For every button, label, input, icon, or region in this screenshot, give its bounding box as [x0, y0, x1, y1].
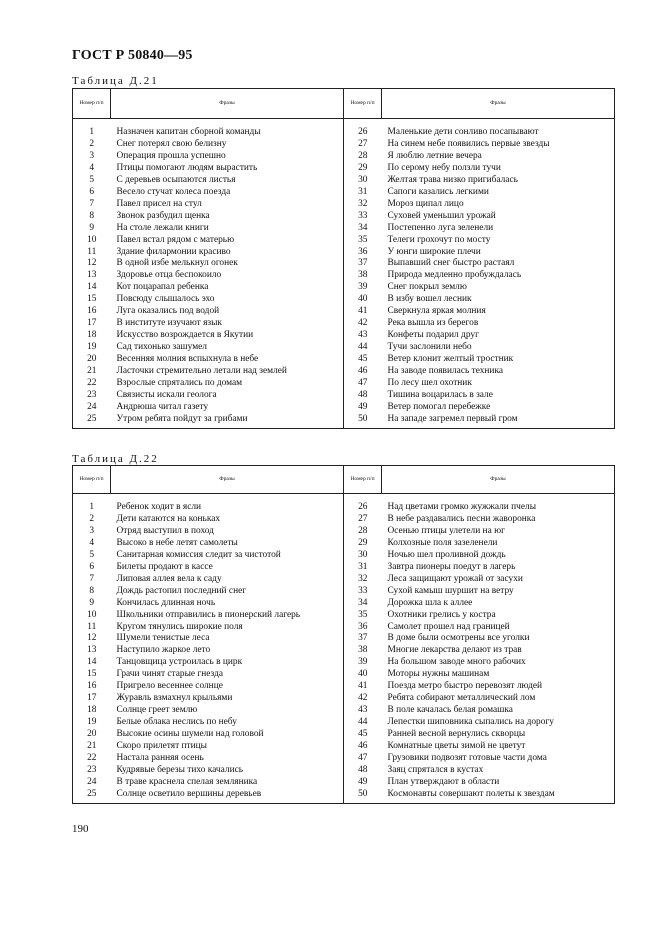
row-number: 48	[344, 765, 382, 777]
phrase-text: Настала ранняя осень	[116, 753, 204, 764]
phrase-text: Шумели тенистые леса	[116, 633, 210, 644]
row-number: 11	[73, 247, 111, 259]
column-header-number: Номер п/п	[344, 466, 382, 494]
row-number: 1	[73, 127, 111, 139]
row-number: 14	[73, 657, 111, 669]
phrase-text: Билеты продают в кассе	[116, 561, 213, 572]
table-row	[73, 645, 615, 657]
column-header-phrases: Фразы	[382, 89, 615, 119]
phrase-text: Павел встал рядом с матерью	[116, 234, 235, 245]
phrase-text: Кончилась длинная ночь	[116, 597, 216, 608]
row-number: 24	[73, 402, 111, 414]
row-number: 37	[344, 633, 382, 645]
phrase-text: Сапоги казались легкими	[382, 187, 615, 199]
row-number: 34	[344, 598, 382, 610]
row-number: 2	[73, 139, 111, 151]
phrase-text: Пригрело весеннее солнце	[116, 681, 223, 692]
table-spacer-row	[73, 494, 615, 503]
phrase-text: Леса защищают урожай от засухи	[382, 574, 615, 586]
phrase-text: Высоко в небе летят самолеты	[116, 537, 238, 548]
phrase-text: Взрослые спрятались по домам	[116, 378, 243, 389]
row-number: 45	[344, 354, 382, 366]
phrase-text: Природа медленно пробуждалась	[382, 270, 615, 282]
row-number: 41	[344, 306, 382, 318]
row-number: 21	[73, 741, 111, 753]
table-row	[73, 342, 615, 354]
row-number: 49	[344, 777, 382, 789]
row-number: 6	[73, 187, 111, 199]
row-number: 35	[344, 235, 382, 247]
phrase-text: На западе загремел первый гром	[382, 414, 615, 428]
column-header-number: Номер п/п	[344, 89, 382, 119]
column-header-number: Номер п/п	[73, 466, 111, 494]
phrase-text: Колхозные поля зазеленели	[382, 538, 615, 550]
phrase-text: Осенью птицы улетели на юг	[382, 526, 615, 538]
phrase-text: Здоровье отца беспокоило	[116, 270, 222, 281]
phrase-text: Весенняя молния вспыхнула в небе	[116, 354, 259, 365]
row-number: 41	[344, 681, 382, 693]
row-number: 17	[73, 693, 111, 705]
row-number: 21	[73, 366, 111, 378]
table-row	[73, 175, 615, 187]
row-number: 43	[344, 330, 382, 342]
table-row	[73, 586, 615, 598]
table-row	[73, 163, 615, 175]
table-row	[73, 139, 615, 151]
phrase-text: Грачи чинят старые гнезда	[116, 669, 224, 680]
row-number: 6	[73, 562, 111, 574]
row-number: 18	[73, 705, 111, 717]
phrase-text: Санитарная комиссия следит за чистотой	[116, 549, 281, 560]
row-number: 15	[73, 294, 111, 306]
row-number: 20	[73, 729, 111, 741]
row-number: 8	[73, 211, 111, 223]
phrase-text: Звонок разбудил щенка	[116, 210, 210, 221]
table-row	[73, 187, 615, 199]
table-row	[73, 622, 615, 634]
table-row	[73, 562, 615, 574]
phrase-text: Лепестки шиповника сыпались на дорогу	[382, 717, 615, 729]
row-number: 10	[73, 235, 111, 247]
row-number: 30	[344, 175, 382, 187]
row-number: 1	[73, 502, 111, 514]
phrase-text: Кругом тянулись широкие поля	[116, 621, 243, 632]
row-number: 33	[344, 211, 382, 223]
row-number: 5	[73, 175, 111, 187]
row-number: 7	[73, 199, 111, 211]
phrase-text: В избу вошел лесник	[382, 294, 615, 306]
row-number: 47	[344, 753, 382, 765]
table-row	[73, 211, 615, 223]
row-number: 48	[344, 390, 382, 402]
row-number: 38	[344, 645, 382, 657]
phrase-text: В небе раздавались песни жаворонка	[382, 514, 615, 526]
table-row	[73, 199, 615, 211]
table-caption: Таблица Д.22	[72, 453, 159, 465]
row-number: 22	[73, 378, 111, 390]
phrase-text: Над цветами громко жужжали пчелы	[382, 502, 615, 514]
table-row	[73, 390, 615, 402]
table-row	[73, 514, 615, 526]
phrase-text: Заяц спрятался в кустах	[382, 765, 615, 777]
phrase-text: На заводе появилась техника	[382, 366, 615, 378]
table-row	[73, 354, 615, 366]
table-row	[73, 538, 615, 550]
phrase-text: Моторы нужны машинам	[382, 669, 615, 681]
phrase-table	[72, 465, 615, 804]
phrase-text: План утверждают в области	[382, 777, 615, 789]
phrase-text: Ночью шел проливной дождь	[382, 550, 615, 562]
row-number: 12	[73, 633, 111, 645]
phrase-text: Тишина воцарилась в зале	[382, 390, 615, 402]
table-caption: Таблица Д.21	[72, 75, 159, 87]
row-number: 35	[344, 610, 382, 622]
phrase-text: Охотники грелись у костра	[382, 610, 615, 622]
phrase-text: Весело стучат колеса поезда	[116, 186, 231, 197]
table-row	[73, 366, 615, 378]
row-number: 7	[73, 574, 111, 586]
row-number: 24	[73, 777, 111, 789]
row-number: 37	[344, 258, 382, 270]
phrase-text: Телеги грохочут по мосту	[382, 235, 615, 247]
row-number: 5	[73, 550, 111, 562]
row-number: 23	[73, 390, 111, 402]
table-row	[73, 574, 615, 586]
table-row	[73, 526, 615, 538]
row-number: 33	[344, 586, 382, 598]
table-row	[73, 151, 615, 163]
row-number: 26	[344, 502, 382, 514]
row-number: 44	[344, 342, 382, 354]
row-number: 45	[344, 729, 382, 741]
phrase-text: Ветер клонит желтый тростник	[382, 354, 615, 366]
phrase-text: Журавль взмахнул крыльями	[116, 693, 233, 704]
row-number: 46	[344, 366, 382, 378]
phrase-text: Конфеты подарил друг	[382, 330, 615, 342]
page-number: 190	[72, 823, 89, 835]
phrase-text: В институте изучают язык	[116, 318, 222, 329]
column-header-phrases: Фразы	[111, 89, 344, 119]
table-row	[73, 753, 615, 765]
phrase-text: Дорожка шла к аллее	[382, 598, 615, 610]
table-row	[73, 378, 615, 390]
phrase-text: Солнце греет землю	[116, 705, 198, 716]
phrase-text: С деревьев осыпаются листья	[116, 174, 236, 185]
row-number: 39	[344, 657, 382, 669]
phrase-table	[72, 88, 615, 429]
table-row	[73, 693, 615, 705]
table-row	[73, 318, 615, 330]
phrase-text: Сухой камыш шуршит на ветру	[382, 586, 615, 598]
table-row	[73, 502, 615, 514]
row-number: 27	[344, 514, 382, 526]
phrase-text: Здание филармонии красиво	[116, 246, 231, 257]
phrase-text: Завтра пионеры поедут в лагерь	[382, 562, 615, 574]
phrase-text: Постепенно луга зеленели	[382, 223, 615, 235]
column-header-number: Номер п/п	[73, 89, 111, 119]
phrase-text: Поезда метро быстро перевозят людей	[382, 681, 615, 693]
row-number: 29	[344, 163, 382, 175]
row-number: 28	[344, 151, 382, 163]
phrase-text: Сверкнула яркая молния	[382, 306, 615, 318]
table-row	[73, 633, 615, 645]
table-row	[73, 765, 615, 777]
phrase-text: На столе лежали книги	[116, 222, 209, 233]
table-row	[73, 717, 615, 729]
table-row	[73, 669, 615, 681]
phrase-text: Космонавты совершают полеты к звездам	[382, 789, 615, 803]
row-number: 4	[73, 538, 111, 550]
table-spacer-row	[73, 119, 615, 128]
table-row	[73, 657, 615, 669]
phrase-text: В доме были осмотрены все уголки	[382, 633, 615, 645]
row-number: 25	[73, 414, 111, 428]
row-number: 31	[344, 562, 382, 574]
phrase-text: Связисты искали геолога	[116, 389, 217, 400]
phrase-text: Дети катаются на коньках	[116, 513, 221, 524]
row-number: 40	[344, 669, 382, 681]
row-number: 47	[344, 378, 382, 390]
table-row	[73, 223, 615, 235]
row-number: 20	[73, 354, 111, 366]
row-number: 44	[344, 717, 382, 729]
phrase-text: Школьники отправились в пионерский лагерь	[116, 609, 301, 620]
phrase-text: Скоро прилетят птицы	[116, 741, 207, 752]
row-number: 9	[73, 598, 111, 610]
row-number: 49	[344, 402, 382, 414]
phrase-text: На синем небе появились первые звезды	[382, 139, 615, 151]
phrase-text: Выпавший снег быстро растаял	[382, 258, 615, 270]
row-number: 3	[73, 526, 111, 538]
column-header-phrases: Фразы	[382, 466, 615, 494]
table-row	[73, 270, 615, 282]
document-header: ГОСТ Р 50840—95	[72, 48, 193, 63]
phrase-text: Кудрявые березы тихо качались	[116, 764, 244, 775]
row-number: 18	[73, 330, 111, 342]
table-row	[73, 414, 615, 428]
phrase-text: Искусство возрождается в Якутии	[116, 330, 254, 341]
row-number: 15	[73, 669, 111, 681]
table-row	[73, 681, 615, 693]
row-number: 34	[344, 223, 382, 235]
row-number: 11	[73, 622, 111, 634]
row-number: 46	[344, 741, 382, 753]
row-number: 19	[73, 717, 111, 729]
row-number: 50	[344, 789, 382, 803]
row-number: 2	[73, 514, 111, 526]
row-number: 23	[73, 765, 111, 777]
table-row	[73, 777, 615, 789]
row-number: 42	[344, 693, 382, 705]
phrase-text: Назначен капитан сборной команды	[116, 127, 261, 137]
row-number: 27	[344, 139, 382, 151]
phrase-text: По лесу шел охотник	[382, 378, 615, 390]
phrase-text: Ветер помогал перебежке	[382, 402, 615, 414]
table-row	[73, 258, 615, 270]
table-row	[73, 402, 615, 414]
phrase-text: Комнатные цветы зимой не цветут	[382, 741, 615, 753]
phrase-text: По серому небу ползли тучи	[382, 163, 615, 175]
phrase-text: Желтая трава низко пригибалась	[382, 175, 615, 187]
phrase-text: В поле качалась белая ромашка	[382, 705, 615, 717]
row-number: 30	[344, 550, 382, 562]
row-number: 32	[344, 574, 382, 586]
phrase-text: Операция прошла успешно	[116, 150, 226, 161]
phrase-text: В одной избе мелькнул огонек	[116, 258, 238, 269]
phrase-text: Грузовики подвозят готовые части дома	[382, 753, 615, 765]
row-number: 22	[73, 753, 111, 765]
phrase-text: Маленькие дети сонливо посапывают	[382, 127, 615, 139]
phrase-text: Повсюду слышалось эхо	[116, 294, 215, 305]
row-number: 13	[73, 270, 111, 282]
phrase-text: Я люблю летние вечера	[382, 151, 615, 163]
row-number: 29	[344, 538, 382, 550]
phrase-text: Река вышла из берегов	[382, 318, 615, 330]
table-row	[73, 127, 615, 139]
phrase-text: Дождь растопил последний снег	[116, 585, 247, 596]
phrase-text: Ласточки стремительно летали над землей	[116, 366, 287, 377]
row-number: 12	[73, 258, 111, 270]
row-number: 28	[344, 526, 382, 538]
phrase-text: Андрюша читал газету	[116, 401, 209, 412]
table-row	[73, 550, 615, 562]
phrase-text: Суховей уменьшил урожай	[382, 211, 615, 223]
row-number: 14	[73, 282, 111, 294]
phrase-text: У юнги широкие плечи	[382, 247, 615, 259]
row-number: 32	[344, 199, 382, 211]
row-number: 42	[344, 318, 382, 330]
phrase-text: Ребенок ходит в ясли	[116, 502, 202, 512]
row-number: 25	[73, 789, 111, 803]
table-row	[73, 598, 615, 610]
table-row	[73, 729, 615, 741]
table-header-row	[73, 89, 615, 119]
table-row	[73, 330, 615, 342]
phrase-text: Павел присел на стул	[116, 198, 202, 209]
row-number: 43	[344, 705, 382, 717]
table-row	[73, 282, 615, 294]
row-number: 26	[344, 127, 382, 139]
row-number: 8	[73, 586, 111, 598]
phrase-text: Наступило жаркое лето	[116, 645, 211, 656]
phrase-text: Танцовщица устроилась в цирк	[116, 657, 243, 668]
phrase-text: Сад тихонько зашумел	[116, 342, 207, 353]
row-number: 9	[73, 223, 111, 235]
phrase-text: Снег потерял свою белизну	[116, 138, 227, 149]
phrase-text: Самолет прошел над границей	[382, 622, 615, 634]
row-number: 16	[73, 306, 111, 318]
phrase-text: Многие лекарства делают из трав	[382, 645, 615, 657]
row-number: 10	[73, 610, 111, 622]
phrase-text: Мороз щипал лицо	[382, 199, 615, 211]
row-number: 36	[344, 247, 382, 259]
row-number: 36	[344, 622, 382, 634]
table-row	[73, 705, 615, 717]
phrase-text: Высокие осины шумели над головой	[116, 729, 264, 740]
row-number: 16	[73, 681, 111, 693]
phrase-text: Солнце осветило вершины деревьев	[111, 789, 344, 803]
phrase-text: Утром ребята пойдут за грибами	[111, 414, 344, 428]
table-row	[73, 789, 615, 803]
phrase-text: Птицы помогают людям вырастить	[116, 162, 258, 173]
row-number: 39	[344, 282, 382, 294]
row-number: 40	[344, 294, 382, 306]
phrase-text: Белые облака неслись по небу	[116, 717, 237, 728]
table-row	[73, 610, 615, 622]
phrase-text: Кот поцарапал ребенка	[116, 282, 209, 293]
table-row	[73, 741, 615, 753]
phrase-text: Луга оказались под водой	[116, 306, 220, 317]
phrase-text: Снег покрыл землю	[382, 282, 615, 294]
phrase-text: Тучи заслонили небо	[382, 342, 615, 354]
row-number: 31	[344, 187, 382, 199]
phrase-text: На большом заводе много рабочих	[382, 657, 615, 669]
phrase-text: Ребята собирают металлический лом	[382, 693, 615, 705]
row-number: 38	[344, 270, 382, 282]
column-header-phrases: Фразы	[111, 466, 344, 494]
row-number: 3	[73, 151, 111, 163]
phrase-text: Липовая аллея вела к саду	[116, 573, 222, 584]
table-header-row	[73, 466, 615, 494]
row-number: 4	[73, 163, 111, 175]
phrase-text: Ранней весной вернулись скворцы	[382, 729, 615, 741]
phrase-text: В траве краснела спелая земляника	[116, 776, 258, 787]
row-number: 13	[73, 645, 111, 657]
row-number: 19	[73, 342, 111, 354]
table-row	[73, 294, 615, 306]
phrase-text: Отряд выступил в поход	[116, 525, 214, 536]
table-row	[73, 306, 615, 318]
row-number: 17	[73, 318, 111, 330]
table-row	[73, 235, 615, 247]
row-number: 50	[344, 414, 382, 428]
table-row	[73, 247, 615, 259]
